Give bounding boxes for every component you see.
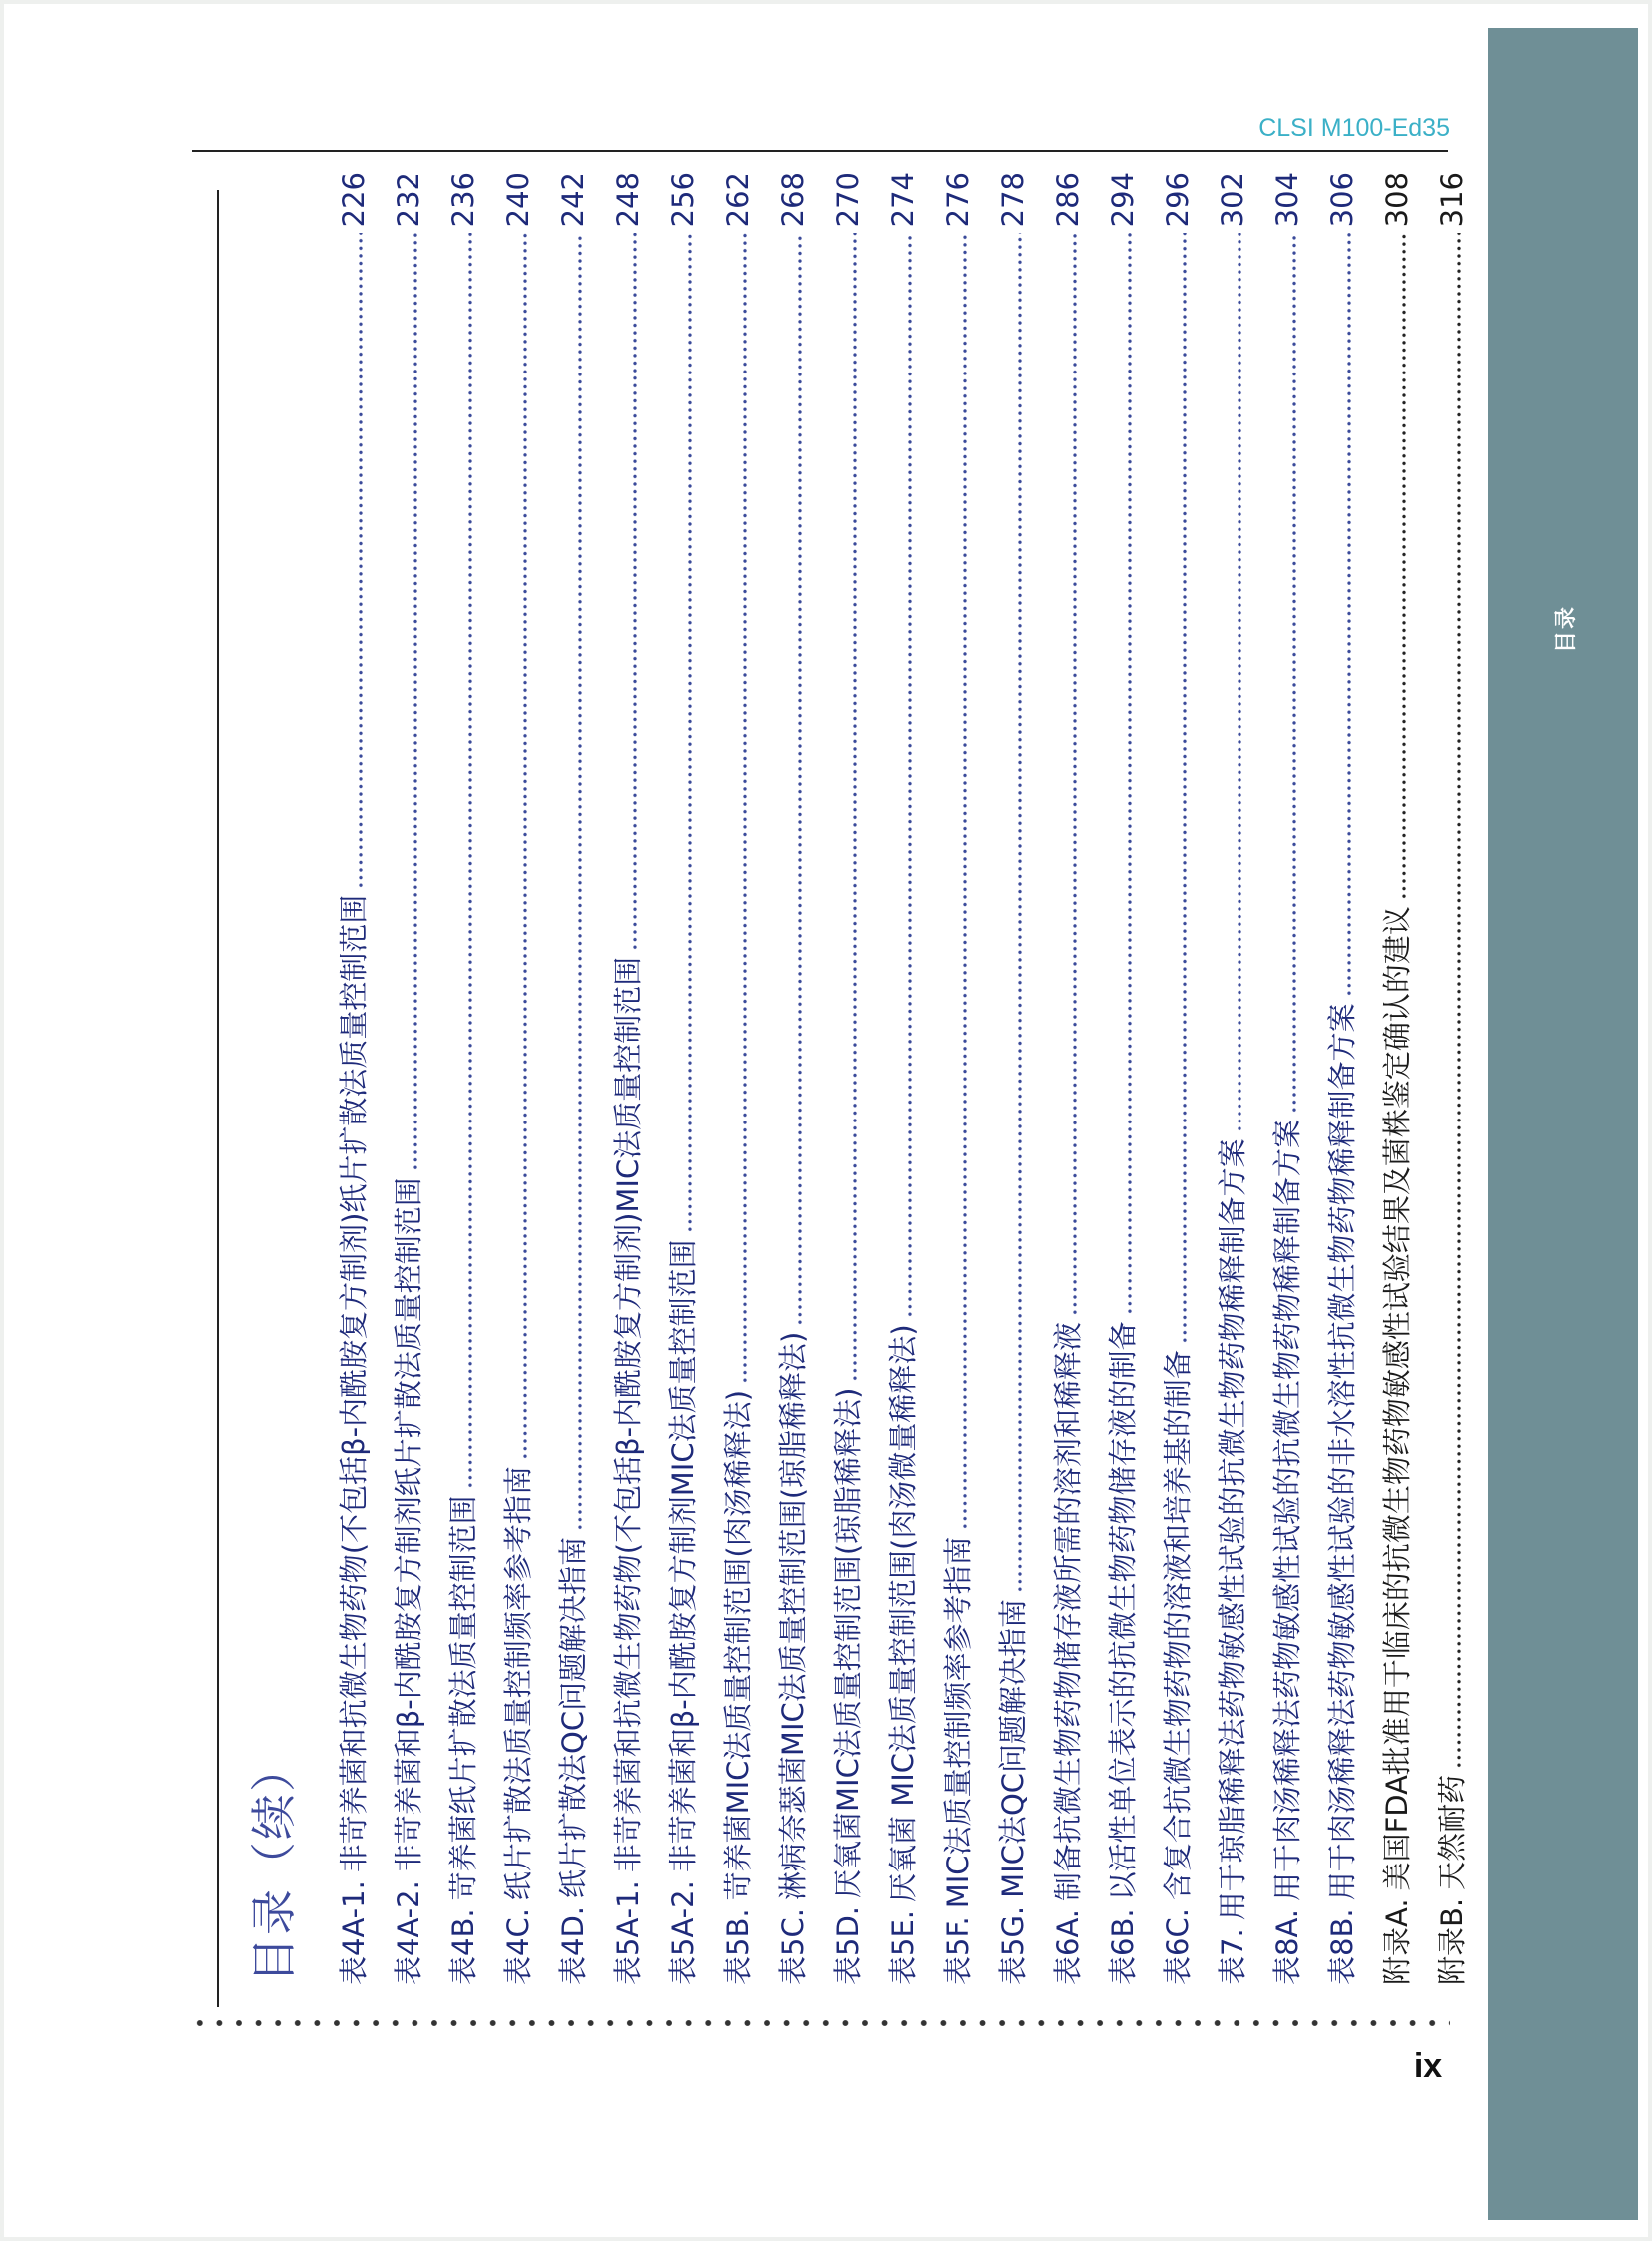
toc-dot-leader	[1018, 233, 1022, 1593]
toc-entry-page: 296	[1161, 172, 1195, 228]
toc-entry-heading	[720, 1390, 756, 1985]
toc-entry-page: 278	[996, 172, 1030, 228]
toc-top-rule	[217, 190, 219, 2007]
toc-entry-heading	[336, 895, 372, 1985]
toc-dot-leader	[1347, 233, 1351, 997]
toc-entry-title: 美国FDA批准用于临床的抗微生物药物敏感性试验结果及菌株鉴定确认的建议	[1380, 906, 1414, 1891]
toc-dot-leader	[688, 233, 692, 1233]
toc-entry-code: 表4D.	[556, 1906, 590, 1985]
toc-entry-heading	[1379, 906, 1415, 1985]
toc-entry-title: 用于肉汤稀释法药物敏感性试验的抗微生物药物稀释制备方案	[1270, 1119, 1304, 1901]
toc-entry-heading	[610, 957, 646, 1985]
toc-entry-heading	[445, 1495, 481, 1985]
toc-entry-page: 270	[831, 172, 865, 228]
toc-dot-leader	[523, 233, 527, 1460]
toc-dot-leader	[1238, 233, 1241, 1132]
toc-dot-leader	[1183, 233, 1187, 1344]
toc-entry-page: 262	[721, 172, 755, 228]
toc-entry-page: 302	[1216, 172, 1249, 228]
page-number: ix	[1413, 2047, 1443, 2085]
toc-entry[interactable]	[1031, 172, 1086, 1985]
toc-entry-page: 248	[611, 172, 645, 228]
toc-entry-code: 表4C.	[501, 1908, 535, 1985]
toc-entry-heading	[1434, 1775, 1470, 1985]
toc-entry-heading	[995, 1599, 1031, 1985]
toc-dot-leader	[1402, 233, 1406, 900]
toc-entry-page: 236	[446, 172, 480, 228]
toc-entry-code: 表5A-1.	[611, 1880, 645, 1985]
toc-entry-code: 附录A.	[1380, 1898, 1414, 1985]
toc-dot-leader	[1292, 233, 1296, 1114]
toc-entry[interactable]	[1250, 172, 1305, 1985]
toc-dot-leader	[1128, 233, 1132, 1315]
toc-entry[interactable]	[372, 172, 426, 1985]
toc-entry[interactable]	[481, 172, 536, 1985]
toc-entry-heading	[885, 1324, 921, 1985]
toc-dot-leader	[908, 233, 912, 1318]
document-id: CLSI M100-Ed35	[1258, 114, 1450, 142]
toc-entry-title: 厌氧菌MIC法质量控制范围(琼脂稀释法)	[831, 1387, 865, 1898]
toc-dot-leader	[578, 233, 582, 1531]
toc-entry[interactable]	[1086, 172, 1141, 1985]
toc-entry[interactable]	[756, 172, 811, 1985]
toc-entry-title: 用于肉汤稀释法药物敏感性试验的非水溶性抗微生物药物稀释制备方案	[1325, 1003, 1359, 1901]
toc-entry-heading	[1215, 1138, 1250, 1985]
toc-entry-title: 非苛养菌和β-内酰胺复方制剂MIC法质量控制范围	[666, 1239, 700, 1873]
toc-entry-code: 表5G.	[996, 1905, 1030, 1985]
toc-entry-heading	[830, 1388, 866, 1985]
toc-entry[interactable]	[811, 172, 866, 1985]
footer-dotted-rule	[190, 2019, 1450, 2027]
toc-entry-title: 纸片扩散法质量控制频率参考指南	[501, 1466, 535, 1901]
toc-entry[interactable]	[1360, 172, 1415, 1985]
toc-entry-code: 表7.	[1216, 1928, 1249, 1985]
toc-entry-page: 304	[1270, 172, 1304, 228]
toc-entry-heading	[775, 1332, 811, 1985]
toc-entry-heading	[1324, 1003, 1360, 1985]
toc-entry[interactable]	[646, 172, 701, 1985]
toc-dot-leader	[633, 233, 637, 950]
toc-entry-heading	[1269, 1120, 1305, 1985]
toc-entry-code: 表5B.	[721, 1908, 755, 1985]
toc-entry-page: 240	[501, 172, 535, 228]
toc-entry[interactable]	[976, 172, 1031, 1985]
toc-entry[interactable]	[317, 172, 372, 1985]
toc-entry-code: 表5C.	[776, 1908, 810, 1985]
toc-entry[interactable]	[701, 172, 756, 1985]
toc-entry-page: 294	[1106, 172, 1140, 228]
table-of-contents	[195, 170, 1469, 2007]
toc-entry-page: 306	[1325, 172, 1359, 228]
toc-entry-code: 附录B.	[1435, 1897, 1469, 1985]
toc-entry[interactable]	[426, 172, 481, 1985]
toc-entry[interactable]	[1305, 172, 1360, 1985]
toc-entry-title: 用于琼脂稀释法药物敏感性试验的抗微生物药物稀释制备方案	[1216, 1138, 1249, 1921]
toc-entry-page: 276	[941, 172, 975, 228]
toc-entry-page: 226	[337, 172, 371, 228]
toc-entry-code: 表5D.	[831, 1906, 865, 1985]
toc-entry[interactable]	[1415, 172, 1470, 1985]
toc-entry-title: 苛养菌纸片扩散法质量控制范围	[446, 1495, 480, 1901]
toc-entry-title: 非苛养菌和抗微生物药物(不包括β-内酰胺复方制剂)MIC法质量控制范围	[611, 956, 645, 1873]
toc-entry-code: 表6A.	[1051, 1909, 1085, 1985]
toc-entry-heading	[1050, 1322, 1086, 1985]
toc-entry-title: 纸片扩散法QC问题解决指南	[556, 1536, 590, 1898]
toc-entry-heading	[1160, 1350, 1196, 1985]
toc-entry-code: 表8A.	[1270, 1909, 1304, 1985]
toc-dot-leader	[359, 233, 363, 888]
toc-entry[interactable]	[591, 172, 646, 1985]
toc-entry-page: 232	[392, 172, 425, 228]
toc-entry[interactable]	[1141, 172, 1196, 1985]
toc-entry-title: MIC法质量控制频率参考指南	[941, 1536, 975, 1909]
toc-entry-code: 表5E.	[886, 1910, 920, 1985]
toc-entry-heading	[1105, 1321, 1141, 1985]
toc-dot-leader	[853, 233, 857, 1381]
toc-entry-code: 表4A-2.	[392, 1880, 425, 1985]
toc-entry-code: 表5F.	[941, 1916, 975, 1985]
section-side-tab	[1488, 28, 1638, 2220]
toc-dot-leader	[963, 233, 967, 1530]
toc-dot-leader	[1457, 233, 1461, 1769]
toc-title: 目录（续）	[247, 1744, 301, 1983]
toc-dot-leader	[1073, 233, 1077, 1316]
toc-entry-heading	[940, 1536, 976, 1985]
toc-entry-code: 表4B.	[446, 1908, 480, 1985]
toc-entry-title: 天然耐药	[1435, 1774, 1469, 1890]
toc-entry-title: 以活性单位表示的抗微生物药物储存液的制备	[1106, 1321, 1140, 1901]
toc-entry-code: 表6C.	[1161, 1908, 1195, 1985]
toc-entry-page: 286	[1051, 172, 1085, 228]
toc-dot-leader	[798, 233, 802, 1325]
toc-entry-title: 厌氧菌 MIC法质量控制范围(肉汤微量稀释法)	[886, 1324, 920, 1902]
header-rule	[192, 150, 1448, 152]
toc-entry-page: 274	[886, 172, 920, 228]
toc-entry-title: 淋病奈瑟菌MIC法质量控制范围(琼脂稀释法)	[776, 1331, 810, 1901]
toc-entry-title: MIC法QC问题解决指南	[996, 1598, 1030, 1898]
toc-entry[interactable]	[866, 172, 921, 1985]
toc-entry-page: 268	[776, 172, 810, 228]
toc-entry[interactable]	[1196, 172, 1250, 1985]
toc-entry-code: 表8B.	[1325, 1908, 1359, 1985]
toc-entry-heading	[500, 1466, 536, 1985]
toc-entry-code: 表6B.	[1106, 1908, 1140, 1985]
toc-dot-leader	[743, 233, 747, 1384]
toc-entry-title: 非苛养菌和β-内酰胺复方制剂纸片扩散法质量控制范围	[392, 1177, 425, 1873]
toc-entry-page: 256	[666, 172, 700, 228]
toc-entry[interactable]	[921, 172, 976, 1985]
side-tab-label: 目录	[1553, 605, 1579, 654]
toc-entry-title: 苛养菌MIC法质量控制范围(肉汤稀释法)	[721, 1389, 755, 1901]
toc-entry-heading	[555, 1537, 591, 1985]
toc-dot-leader	[468, 233, 472, 1489]
toc-dot-leader	[413, 233, 417, 1171]
toc-entry-heading	[391, 1177, 426, 1985]
toc-entry-code: 表5A-2.	[666, 1880, 700, 1985]
toc-entry-code: 表4A-1.	[337, 1880, 371, 1985]
toc-entry-heading	[665, 1239, 701, 1985]
toc-entry-page: 316	[1435, 172, 1469, 228]
toc-entry-page: 308	[1380, 172, 1414, 228]
toc-entry-title: 含复合抗微生物药物的溶液和培养基的制备	[1161, 1350, 1195, 1901]
toc-entry[interactable]	[536, 172, 591, 1985]
toc-entry-page: 242	[556, 172, 590, 228]
toc-entry-title: 非苛养菌和抗微生物药物(不包括β-内酰胺复方制剂)纸片扩散法质量控制范围	[337, 894, 371, 1873]
toc-list	[317, 172, 1470, 1985]
toc-entry-title: 制备抗微生物药物储存液所需的溶剂和稀释液	[1051, 1321, 1085, 1901]
